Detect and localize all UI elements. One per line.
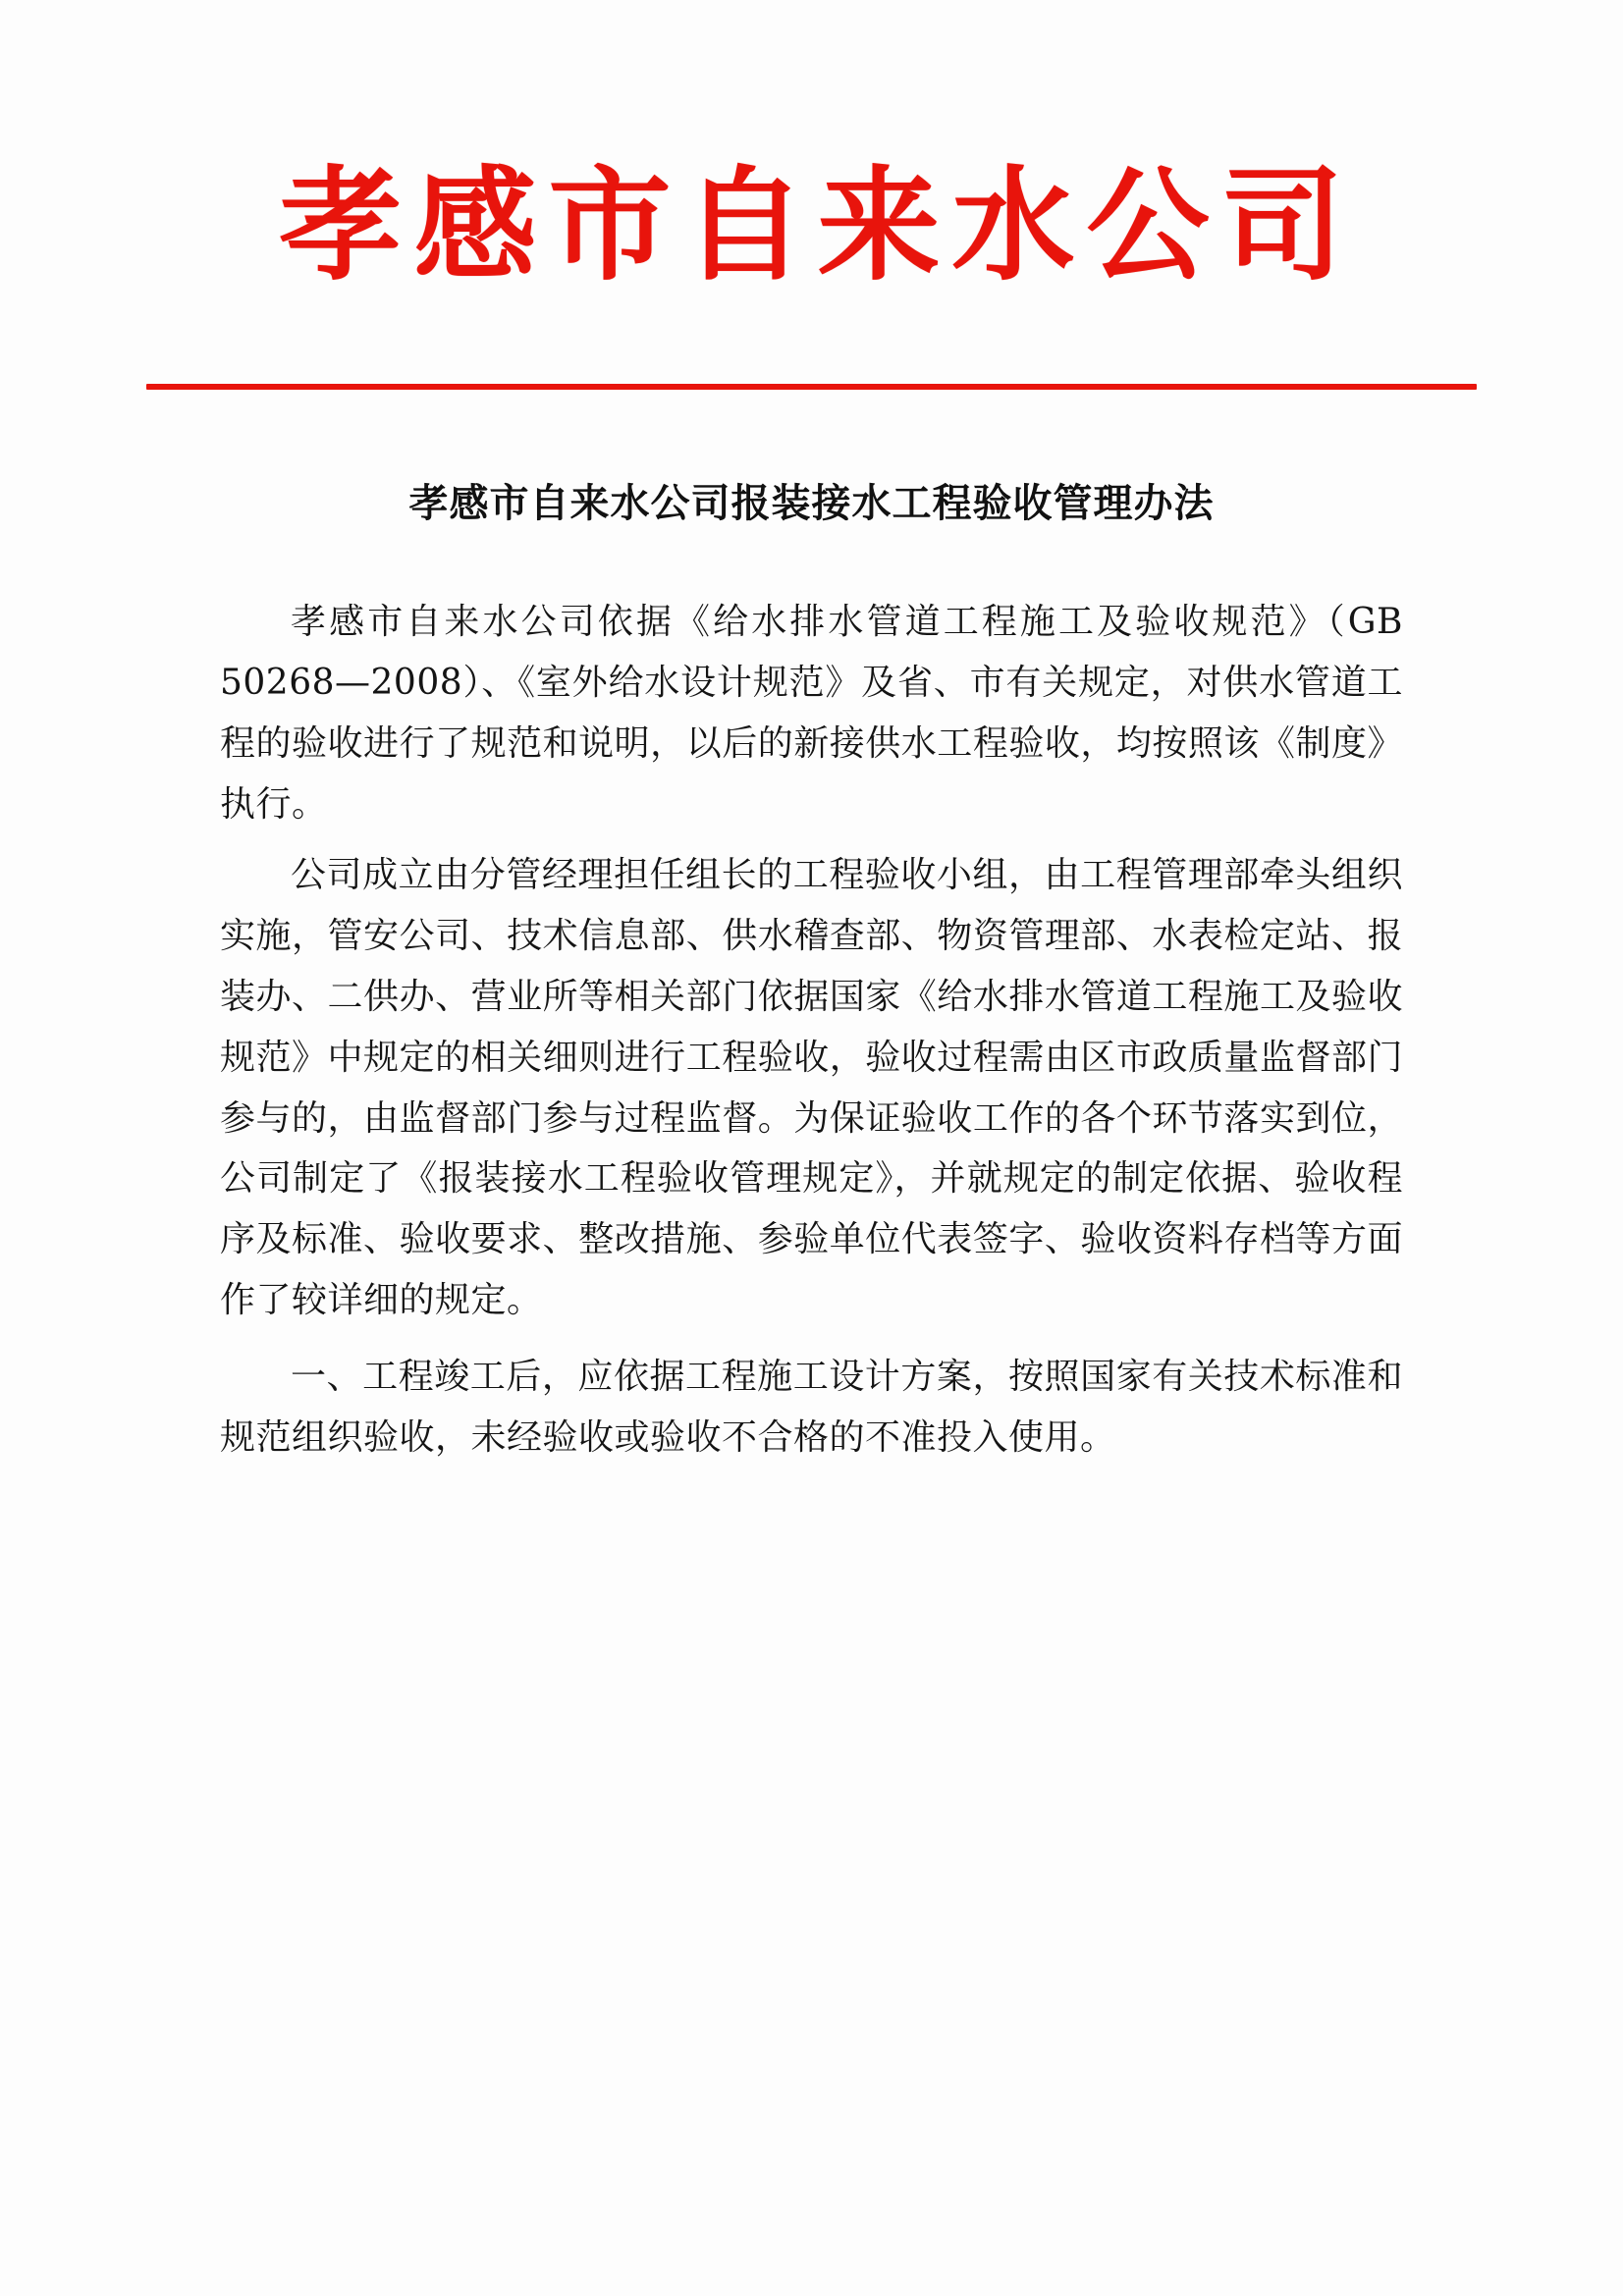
document-body	[220, 390, 1403, 1468]
paragraph-3: 一、工程竣工后，应依据工程施工设计方案，按照国家有关技术标准和规范组织验收，未经验收或验收不合格的不准投入使用。	[220, 1357, 1403, 1459]
organization-name: 孝感市自来水公司	[279, 154, 1356, 297]
page-title: 孝感市自来水公司报装接水工程验收管理办法	[408, 480, 1215, 527]
letterhead-divider-wrap	[0, 384, 1623, 390]
letterhead-divider	[146, 384, 1477, 390]
letterhead	[0, 0, 1623, 390]
paragraph-2: 公司成立由分管经理担任组长的工程验收小组，由工程管理部牵头组织实施，管安公司、技术信息部、供水稽查部、物资管理部、水表检定站、报装办、二供办、营业所等相关部门依据国家《给水排水管道工程施工及验收规范》中规定的相关细则进行工程验收，验收过程需由区市政质量监督部门参与的，由监督部门参与过程监督。为保证验收工作的各个环节落实到位，公司制定了《报装接水工程验收管理规定》，并就规定的制定依据、验收程序及标准、验收要求、整改措施、参验单位代表签字、验收资料存档等方面作了较详细的规定。	[220, 854, 1403, 1321]
paragraph-1: 孝感市自来水公司依据《给水排水管道工程施工及验收规范》（GB 50268—2008）、《室外给水设计规范》及省、市有关规定，对供水管道工程的验收进行了规范和说明，以后的新接供水工程验收，均按照该《制度》执行。	[220, 602, 1403, 825]
